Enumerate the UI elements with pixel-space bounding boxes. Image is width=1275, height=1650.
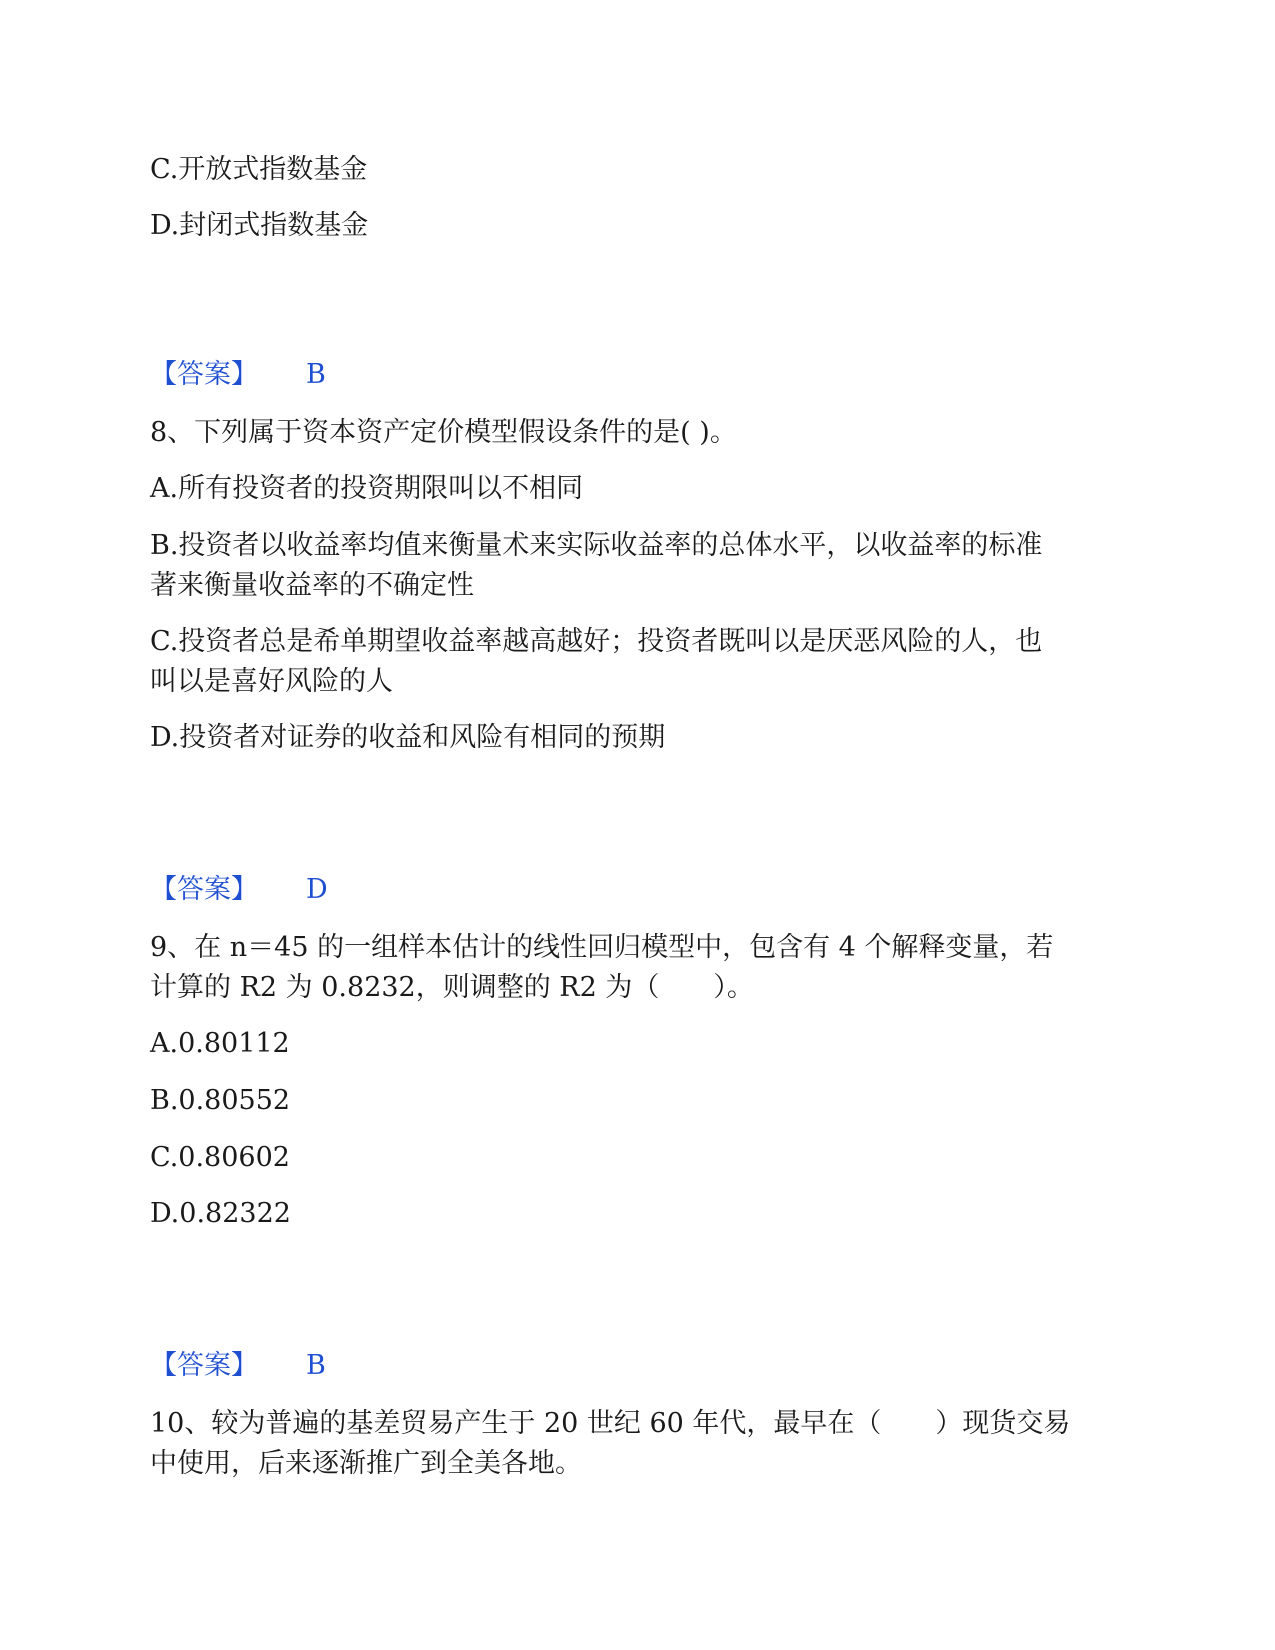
q8-stem: 8、下列属于资本资产定价模型假设条件的是( )。 (150, 417, 737, 448)
q8-option-d: D.投资者对证券的收益和风险有相同的预期 (150, 722, 666, 753)
answer-value: B (306, 1350, 326, 1381)
q8-option-c-line1: C.投资者总是希单期望收益率越高越好；投资者既叫以是厌恶风险的人，也 (150, 626, 1043, 657)
answer-value: B (306, 359, 326, 390)
answer-label: 【答案】 (150, 359, 258, 390)
answer-value: D (306, 874, 328, 905)
q10-stem-line2: 中使用，后来逐渐推广到全美各地。 (150, 1448, 582, 1479)
q8-option-a: A.所有投资者的投资期限叫以不相同 (150, 473, 584, 504)
q10-stem-line1: 10、较为普遍的基差贸易产生于 20 世纪 60 年代，最早在（ ）现货交易 (150, 1408, 1071, 1439)
q9-option-a: A.0.80112 (150, 1028, 290, 1059)
q7-option-c: C.开放式指数基金 (150, 154, 368, 185)
q9-option-d: D.0.82322 (150, 1198, 291, 1229)
q9-option-b: B.0.80552 (150, 1085, 291, 1116)
q7-option-d: D.封闭式指数基金 (150, 210, 369, 241)
answer-7 (150, 355, 326, 395)
q8-option-b-line2: 著来衡量收益率的不确定性 (150, 570, 474, 601)
q8-option-c-line2: 叫以是喜好风险的人 (150, 666, 393, 697)
answer-label: 【答案】 (150, 1350, 258, 1381)
q8-option-b-line1: B.投资者以收益率均值来衡量术来实际收益率的总体水平，以收益率的标准 (150, 530, 1043, 561)
answer-label: 【答案】 (150, 874, 258, 905)
answer-9 (150, 1346, 326, 1386)
answer-8 (150, 870, 328, 910)
q9-stem-line1: 9、在 n＝45 的一组样本估计的线性回归模型中，包含有 4 个解释变量，若 (150, 932, 1054, 963)
q9-option-c: C.0.80602 (150, 1142, 290, 1173)
q9-stem-line2: 计算的 R2 为 0.8232，则调整的 R2 为（ ）。 (150, 972, 754, 1003)
